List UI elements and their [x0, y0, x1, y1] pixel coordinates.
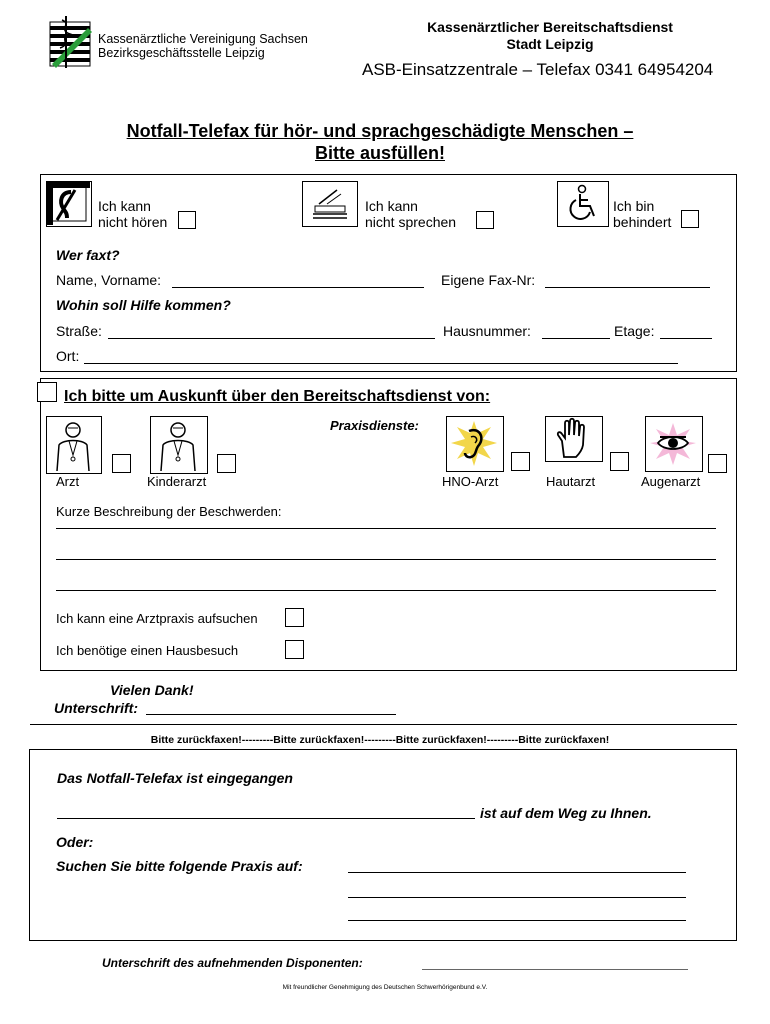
deaf-icon — [46, 181, 92, 227]
doctor-icon — [46, 416, 102, 474]
practice-line-3[interactable] — [348, 920, 686, 921]
complaint-line-1[interactable] — [56, 528, 716, 529]
option-disabled-line1: Ich bin — [613, 198, 655, 214]
housenumber-label: Hausnummer: — [443, 323, 531, 339]
dispatcher-signature-label: Unterschrift des aufnehmenden Disponenten: — [102, 956, 363, 970]
practice-line-1[interactable] — [348, 872, 686, 873]
form-title: Notfall-Telefax für hör- und sprachgeschädigte Menschen – — [126, 121, 634, 141]
ent-checkbox[interactable] — [511, 452, 530, 471]
fax-number-line: ASB-Einsatzzentrale – Telefax 0341 64954204 — [362, 60, 714, 79]
request-info-checkbox[interactable] — [37, 382, 57, 402]
search-practice-text: Suchen Sie bitte folgende Praxis auf: — [56, 858, 303, 874]
option-deaf-line2: nicht hören — [98, 214, 168, 230]
dermatologist-label: Hautarzt — [546, 474, 596, 489]
disabled-checkbox[interactable] — [681, 210, 699, 228]
separator-line — [30, 724, 737, 725]
ear-icon — [446, 416, 504, 472]
street-label: Straße: — [56, 323, 102, 339]
practices-label: Praxisdienste: — [330, 418, 419, 433]
city-label: Ort: — [56, 348, 80, 364]
name-label: Name, Vorname: — [56, 272, 162, 288]
signature-label: Unterschrift: — [54, 700, 139, 716]
pediatrician-icon — [150, 416, 208, 474]
doctor-label: Arzt — [56, 474, 80, 489]
speech-impaired-checkbox[interactable] — [476, 211, 494, 229]
or-text: Oder: — [56, 834, 94, 850]
pediatrician-label: Kinderarzt — [147, 474, 207, 489]
org-office: Bezirksgeschäftsstelle Leipzig — [98, 46, 265, 60]
fax-back-banner: Bitte zurückfaxen!---------Bitte zurückfaxen!---------Bitte zurückfaxen!---------Bitte zurückfaxen! — [150, 734, 610, 746]
name-field[interactable] — [172, 287, 424, 288]
who-faxes-heading: Wer faxt? — [56, 247, 120, 263]
option-deaf-line1: Ich kann — [98, 198, 151, 214]
floor-field[interactable] — [660, 338, 712, 339]
service-title: Kassenärztlicher Bereitschaftsdienst — [427, 19, 673, 35]
responder-field[interactable] — [57, 818, 475, 819]
fax-number-field[interactable] — [545, 287, 710, 288]
fax-number-label: Eigene Fax-Nr: — [441, 272, 536, 288]
complaint-line-3[interactable] — [56, 590, 716, 591]
floor-label: Etage: — [614, 323, 655, 339]
received-text: Das Notfall-Telefax ist eingegangen — [57, 770, 293, 786]
housenumber-field[interactable] — [542, 338, 610, 339]
org-name: Kassenärztliche Vereinigung Sachsen — [98, 32, 308, 46]
kv-sachsen-logo — [44, 14, 96, 70]
request-info-heading: Ich bitte um Auskunft über den Bereitschaftsdienst von: — [64, 388, 491, 405]
visit-practice-label: Ich kann eine Arztpraxis aufsuchen — [56, 611, 258, 626]
pediatrician-checkbox[interactable] — [217, 454, 236, 473]
on-the-way-text: ist auf dem Weg zu Ihnen. — [480, 805, 652, 821]
thanks-text: Vielen Dank! — [110, 682, 194, 698]
city-field[interactable] — [84, 363, 678, 364]
ophthalmologist-checkbox[interactable] — [708, 454, 727, 473]
visit-practice-checkbox[interactable] — [285, 608, 304, 627]
speech-impaired-icon — [302, 181, 358, 227]
house-call-label: Ich benötige einen Hausbesuch — [56, 643, 239, 658]
option-disabled-line2: behindert — [613, 214, 672, 230]
house-call-checkbox[interactable] — [285, 640, 304, 659]
dispatcher-signature-field[interactable] — [422, 969, 688, 970]
practice-line-2[interactable] — [348, 897, 686, 898]
deaf-checkbox[interactable] — [178, 211, 196, 229]
eye-icon — [645, 416, 703, 472]
ent-label: HNO-Arzt — [442, 474, 499, 489]
street-field[interactable] — [108, 338, 435, 339]
complaint-line-2[interactable] — [56, 559, 716, 560]
doctor-checkbox[interactable] — [112, 454, 131, 473]
footer-note: Mit freundlicher Genehmigung des Deutschen Schwerhörigenbund e.V. — [282, 984, 488, 991]
option-mute-line2: nicht sprechen — [365, 214, 457, 230]
ophthalmologist-label: Augenarzt — [641, 474, 701, 489]
wheelchair-icon — [557, 181, 609, 227]
option-mute-line1: Ich kann — [365, 198, 418, 214]
complaint-label: Kurze Beschreibung der Beschwerden: — [56, 504, 282, 519]
hand-icon — [545, 416, 603, 462]
where-help-heading: Wohin soll Hilfe kommen? — [56, 297, 231, 313]
service-city: Stadt Leipzig — [506, 36, 594, 52]
signature-field[interactable] — [146, 714, 396, 715]
form-subtitle: Bitte ausfüllen! — [314, 143, 445, 163]
dermatologist-checkbox[interactable] — [610, 452, 629, 471]
